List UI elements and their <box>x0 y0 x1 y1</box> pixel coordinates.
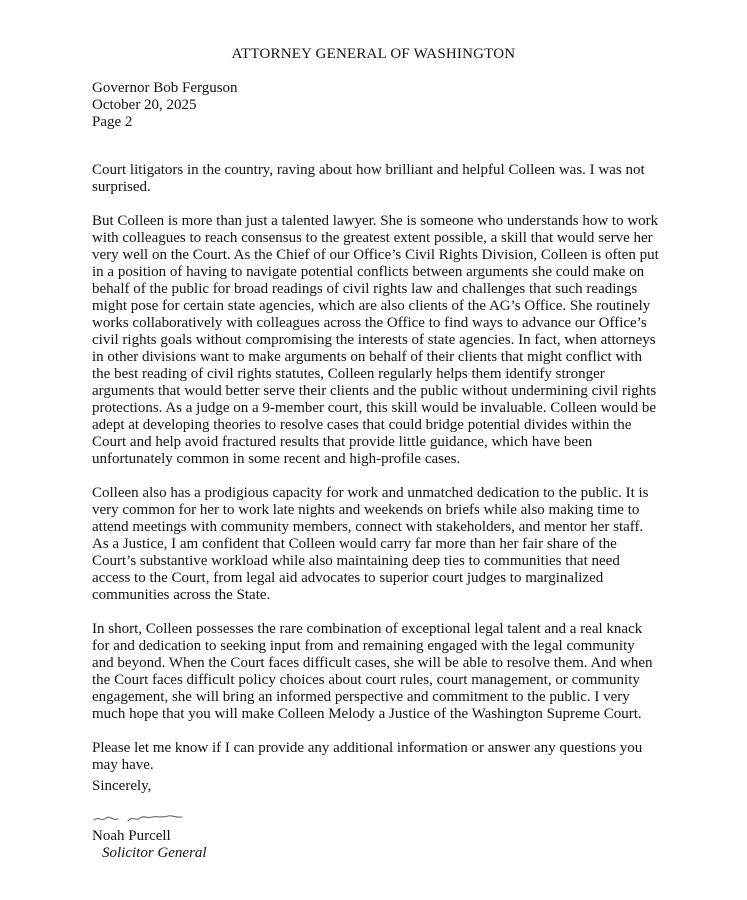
paragraph-5: Please let me know if I can provide any additional information or answer any questions you may have. <box>92 740 643 773</box>
closing-salutation: Sincerely, <box>92 778 152 794</box>
letterhead-title: ATTORNEY GENERAL OF WASHINGTON <box>231 46 516 62</box>
address-block <box>92 80 238 131</box>
letter-body <box>92 162 660 791</box>
paragraph-1: Court litigators in the country, raving about how brilliant and helpful Colleen was. I was not surprised. <box>92 162 645 195</box>
page-number: Page 2 <box>92 114 133 130</box>
paragraph-4: In short, Colleen possesses the rare combination of exceptional legal talent and a real knack for and dedication to seeking input from and remaining engaged with the legal community and beyond. When the Court faces difficult cases, she will be able to resolve them. And when the Court faces difficult policy choices about court rules, court management, or community engagement, she will bring an informed perspective and commitment to the public. I very much hope that you will make Colleen Melody a Justice of the Washington Supreme Court. <box>92 621 653 722</box>
signature-image <box>92 806 192 828</box>
signer-title: Solicitor General <box>102 845 207 861</box>
recipient: Governor Bob Ferguson <box>92 80 238 96</box>
signer-name: Noah Purcell <box>92 828 171 844</box>
letter-date: October 20, 2025 <box>92 97 197 113</box>
paragraph-2: But Colleen is more than just a talented lawyer. She is someone who understands how to work with colleagues to reach consensus to the greatest extent possible, a skill that would serve her very well on the Court. As the Chief of our Office’s Civil Rights Division, Colleen is often put in a position of having to navigate potential conflicts between arguments she could make on behalf of the public for broad readings of civil rights law and challenges that such readings might pose for certain state agencies, which are also clients of the AG’s Office. She routinely works collaboratively with colleagues across the Office to find ways to advance our Office’s civil rights goals without compromising the interests of state agencies. In fact, when attorneys in other divisions want to make arguments on behalf of their clients that might conflict with the best reading of civil rights statutes, Colleen regularly helps them identify stronger arguments that would better serve their clients and the public without undermining civil rights protections. As a judge on a 9-member court, this skill would be invaluable. Colleen would be adept at developing theories to resolve cases that could bridge potential divides within the Court and help avoid fractured results that provide little guidance, which have been unfortunately common in some recent and high-profile cases. <box>92 213 659 467</box>
paragraph-3: Colleen also has a prodigious capacity for work and unmatched dedication to the public. It is very common for her to work late nights and weekends on briefs while also making time to attend meetings with community members, connect with stakeholders, and mentor her staff. As a Justice, I am confident that Colleen would carry far more than her fair share of the Court’s substantive workload while also maintaining deep ties to communities that need access to the Court, from legal aid advocates to superior court judges to marginalized communities across the State. <box>92 485 649 603</box>
